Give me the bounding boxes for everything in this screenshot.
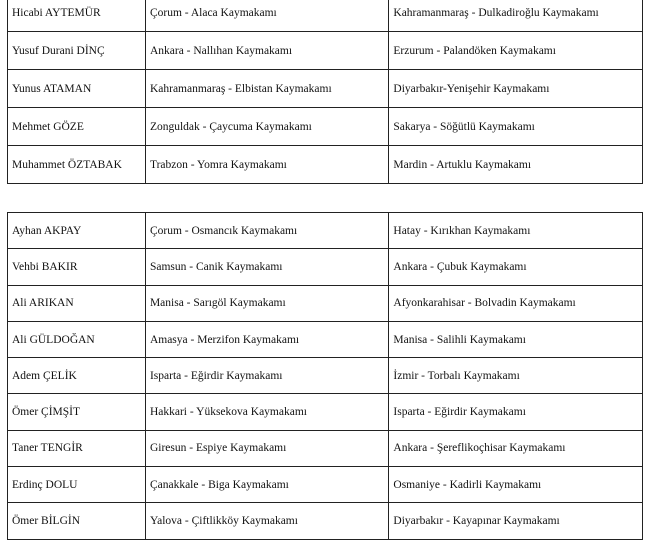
current-post-cell: Çorum - Alaca Kaymakamı (145, 0, 388, 32)
name-cell: Adem ÇELİK (8, 358, 146, 394)
new-post-cell: Sakarya - Söğütlü Kaymakamı (389, 108, 643, 146)
table-row (8, 0, 643, 32)
current-post-cell: Kahramanmaraş - Elbistan Kaymakamı (145, 70, 388, 108)
name-cell: Taner TENGİR (8, 430, 146, 466)
table-row (8, 285, 643, 321)
new-post-cell: Mardin - Artuklu Kaymakamı (389, 146, 643, 184)
name-cell: Erdinç DOLU (8, 467, 146, 503)
current-post-cell: Isparta - Eğirdir Kaymakamı (145, 358, 388, 394)
new-post-cell: Ankara - Şereflikoçhisar Kaymakamı (389, 430, 643, 466)
name-cell: Ayhan AKPAY (8, 213, 146, 249)
current-post-cell: Amasya - Merzifon Kaymakamı (145, 321, 388, 357)
name-cell: Ömer BİLGİN (8, 503, 146, 539)
table-row (8, 146, 643, 184)
name-cell: Yunus ATAMAN (8, 70, 146, 108)
current-post-cell: Ankara - Nallıhan Kaymakamı (145, 32, 388, 70)
table-row (8, 467, 643, 503)
table-row (8, 358, 643, 394)
new-post-cell: Ankara - Çubuk Kaymakamı (389, 249, 643, 285)
current-post-cell: Giresun - Espiye Kaymakamı (145, 430, 388, 466)
appointments-table-2 (7, 212, 643, 540)
table-row (8, 503, 643, 539)
name-cell: Ömer ÇİMŞİT (8, 394, 146, 430)
new-post-cell: Isparta - Eğirdir Kaymakamı (389, 394, 643, 430)
current-post-cell: Çanakkale - Biga Kaymakamı (145, 467, 388, 503)
new-post-cell: Osmaniye - Kadirli Kaymakamı (389, 467, 643, 503)
table-row (8, 70, 643, 108)
current-post-cell: Samsun - Canik Kaymakamı (145, 249, 388, 285)
name-cell: Muhammet ÖZTABAK (8, 146, 146, 184)
current-post-cell: Çorum - Osmancık Kaymakamı (145, 213, 388, 249)
table-row (8, 249, 643, 285)
table-row (8, 213, 643, 249)
new-post-cell: Diyarbakır - Kayapınar Kaymakamı (389, 503, 643, 539)
table-row (8, 394, 643, 430)
new-post-cell: Kahramanmaraş - Dulkadiroğlu Kaymakamı (389, 0, 643, 32)
appointments-table-1 (7, 0, 643, 184)
table-row (8, 321, 643, 357)
name-cell: Hicabi AYTEMÜR (8, 0, 146, 32)
new-post-cell: İzmir - Torbalı Kaymakamı (389, 358, 643, 394)
new-post-cell: Manisa - Salihli Kaymakamı (389, 321, 643, 357)
table-row (8, 32, 643, 70)
new-post-cell: Diyarbakır-Yenişehir Kaymakamı (389, 70, 643, 108)
current-post-cell: Manisa - Sarıgöl Kaymakamı (145, 285, 388, 321)
name-cell: Ali ARIKAN (8, 285, 146, 321)
name-cell: Vehbi BAKIR (8, 249, 146, 285)
current-post-cell: Zonguldak - Çaycuma Kaymakamı (145, 108, 388, 146)
name-cell: Mehmet GÖZE (8, 108, 146, 146)
current-post-cell: Trabzon - Yomra Kaymakamı (145, 146, 388, 184)
name-cell: Ali GÜLDOĞAN (8, 321, 146, 357)
new-post-cell: Erzurum - Palandöken Kaymakamı (389, 32, 643, 70)
new-post-cell: Afyonkarahisar - Bolvadin Kaymakamı (389, 285, 643, 321)
current-post-cell: Hakkari - Yüksekova Kaymakamı (145, 394, 388, 430)
current-post-cell: Yalova - Çiftlikköy Kaymakamı (145, 503, 388, 539)
table-row (8, 108, 643, 146)
table-row (8, 430, 643, 466)
name-cell: Yusuf Durani DİNÇ (8, 32, 146, 70)
new-post-cell: Hatay - Kırıkhan Kaymakamı (389, 213, 643, 249)
